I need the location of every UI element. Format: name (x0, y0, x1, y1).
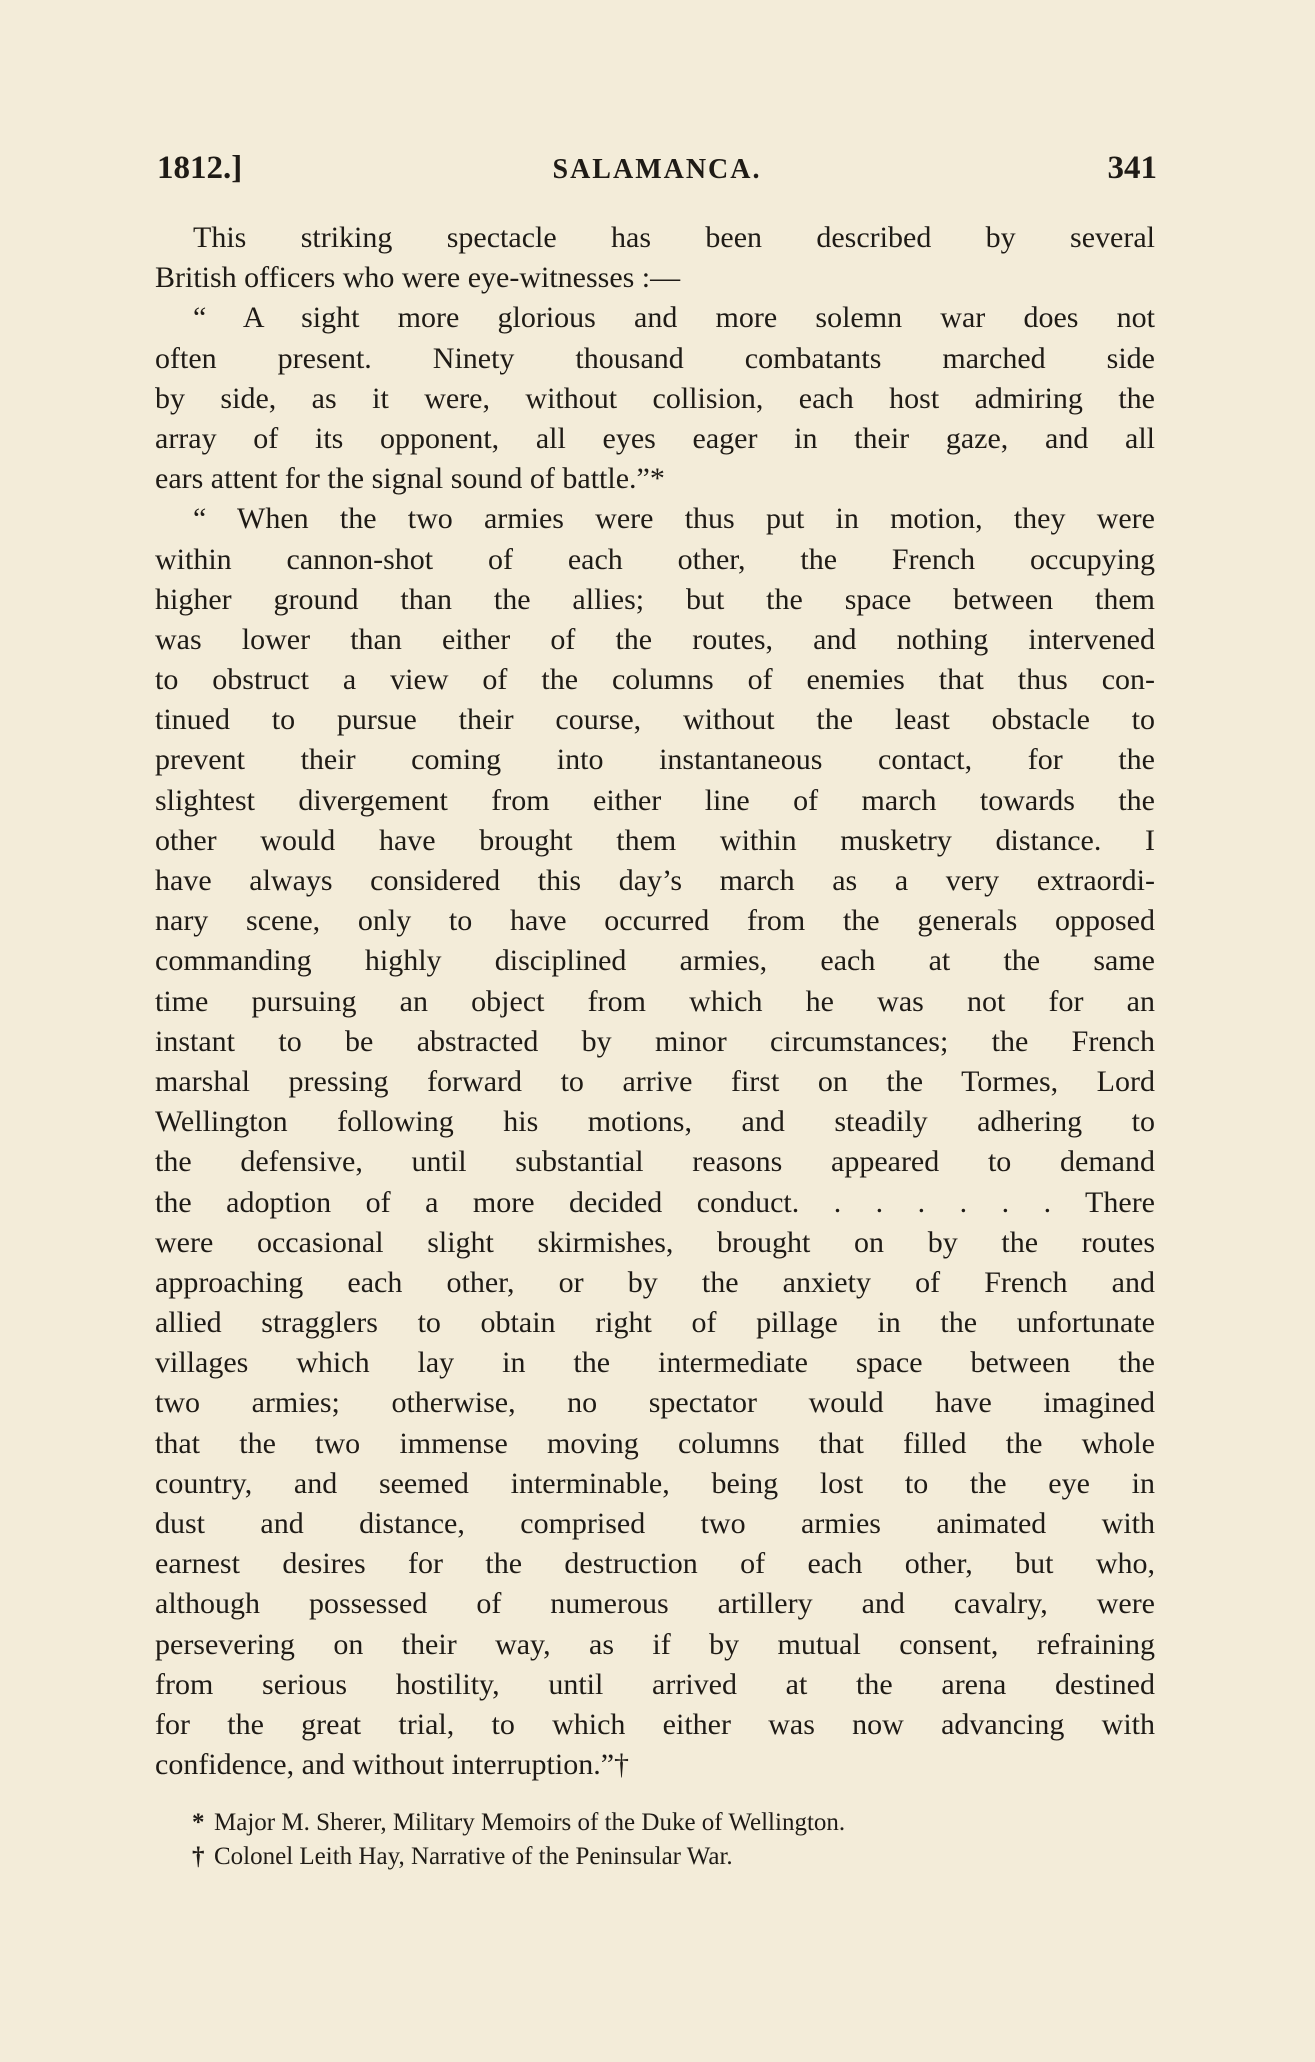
text-line: tinued to pursue their course, without the least obstacle to (155, 703, 1155, 737)
text-line: to obstruct a view of the columns of enemies that thus con- (155, 663, 1155, 697)
text-line: commanding highly disciplined armies, each at the same (155, 944, 1155, 978)
footnote-text: Colonel Leith Hay, Narrative of the Peninsular War. (214, 1843, 733, 1870)
text-line: persevering on their way, as if by mutual consent, refraining (155, 1627, 1155, 1661)
text-line: “ When the two armies were thus put in motion, they were (193, 502, 1155, 536)
text-line: prevent their coming into instantaneous contact, for the (155, 743, 1155, 777)
text-line: allied stragglers to obtain right of pillage in the unfortunate (155, 1306, 1155, 1340)
text-line: time pursuing an object from which he was not for an (155, 984, 1155, 1018)
header-year: 1812.] (157, 150, 243, 186)
text-line: marshal pressing forward to arrive first on the Tormes, Lord (155, 1064, 1155, 1098)
text-line: within cannon-shot of each other, the French occupying (155, 542, 1155, 576)
text-line: array of its opponent, all eyes eager in their gaze, and all (155, 421, 1155, 455)
text-line: slightest divergement from either line of march towards the (155, 783, 1155, 817)
footnote (192, 1806, 1152, 1840)
text-line: higher ground than the allies; but the space between them (155, 582, 1155, 616)
text-line: from serious hostility, until arrived at the arena destined (155, 1667, 1155, 1701)
footnote-mark: * (192, 1809, 205, 1836)
text-line: British officers who were eye-witnesses :— (155, 261, 681, 295)
page-number: 341 (1107, 150, 1157, 186)
text-line: approaching each other, or by the anxiety of French and (155, 1265, 1155, 1299)
footnote (192, 1840, 1152, 1874)
text-line: confidence, and without interruption.”† (155, 1748, 630, 1782)
text-line: Wellington following his motions, and steadily adhering to (155, 1105, 1155, 1139)
text-line: for the great trial, to which either was now advancing with (155, 1707, 1155, 1741)
text-line: ears attent for the signal sound of battle.”* (155, 462, 665, 496)
text-line: country, and seemed interminable, being lost to the eye in (155, 1466, 1155, 1500)
text-line: instant to be abstracted by minor circumstances; the French (155, 1024, 1155, 1058)
footnote-mark: † (192, 1843, 205, 1870)
text-line: dust and distance, comprised two armies animated with (155, 1507, 1155, 1540)
text-line: were occasional slight skirmishes, brought on by the routes (155, 1225, 1155, 1259)
text-line: although possessed of numerous artillery and cavalry, were (155, 1587, 1155, 1621)
text-line: earnest desires for the destruction of each other, but who, (155, 1547, 1155, 1581)
text-line: was lower than either of the routes, and nothing intervened (155, 622, 1155, 656)
text-line: villages which lay in the intermediate space between the (155, 1346, 1155, 1380)
text-line: that the two immense moving columns that filled the whole (155, 1426, 1155, 1460)
body-text (155, 218, 1155, 1785)
header-title: SALAMANCA. (552, 154, 762, 185)
text-line: two armies; otherwise, no spectator would have imagined (155, 1386, 1155, 1420)
text-line: the defensive, until substantial reasons appeared to demand (155, 1145, 1155, 1179)
text-line: have always considered this day’s march as a very extraordi- (155, 864, 1155, 897)
text-line: other would have brought them within musketry distance. I (155, 823, 1155, 857)
text-line: nary scene, only to have occurred from the generals opposed (155, 904, 1155, 938)
text-line: This striking spectacle has been described by several (193, 221, 1155, 254)
text-line: the adoption of a more decided conduct. . . . . . . There (155, 1185, 1155, 1219)
footnotes (192, 1806, 1152, 1874)
text-line: by side, as it were, without collision, each host admiring the (155, 381, 1155, 415)
text-line: “ A sight more glorious and more solemn war does not (193, 301, 1155, 335)
running-header (157, 150, 1157, 190)
text-line: often present. Ninety thousand combatants marched side (155, 341, 1155, 375)
footnote-text: Major M. Sherer, Military Memoirs of the Duke of Wellington. (214, 1809, 846, 1836)
